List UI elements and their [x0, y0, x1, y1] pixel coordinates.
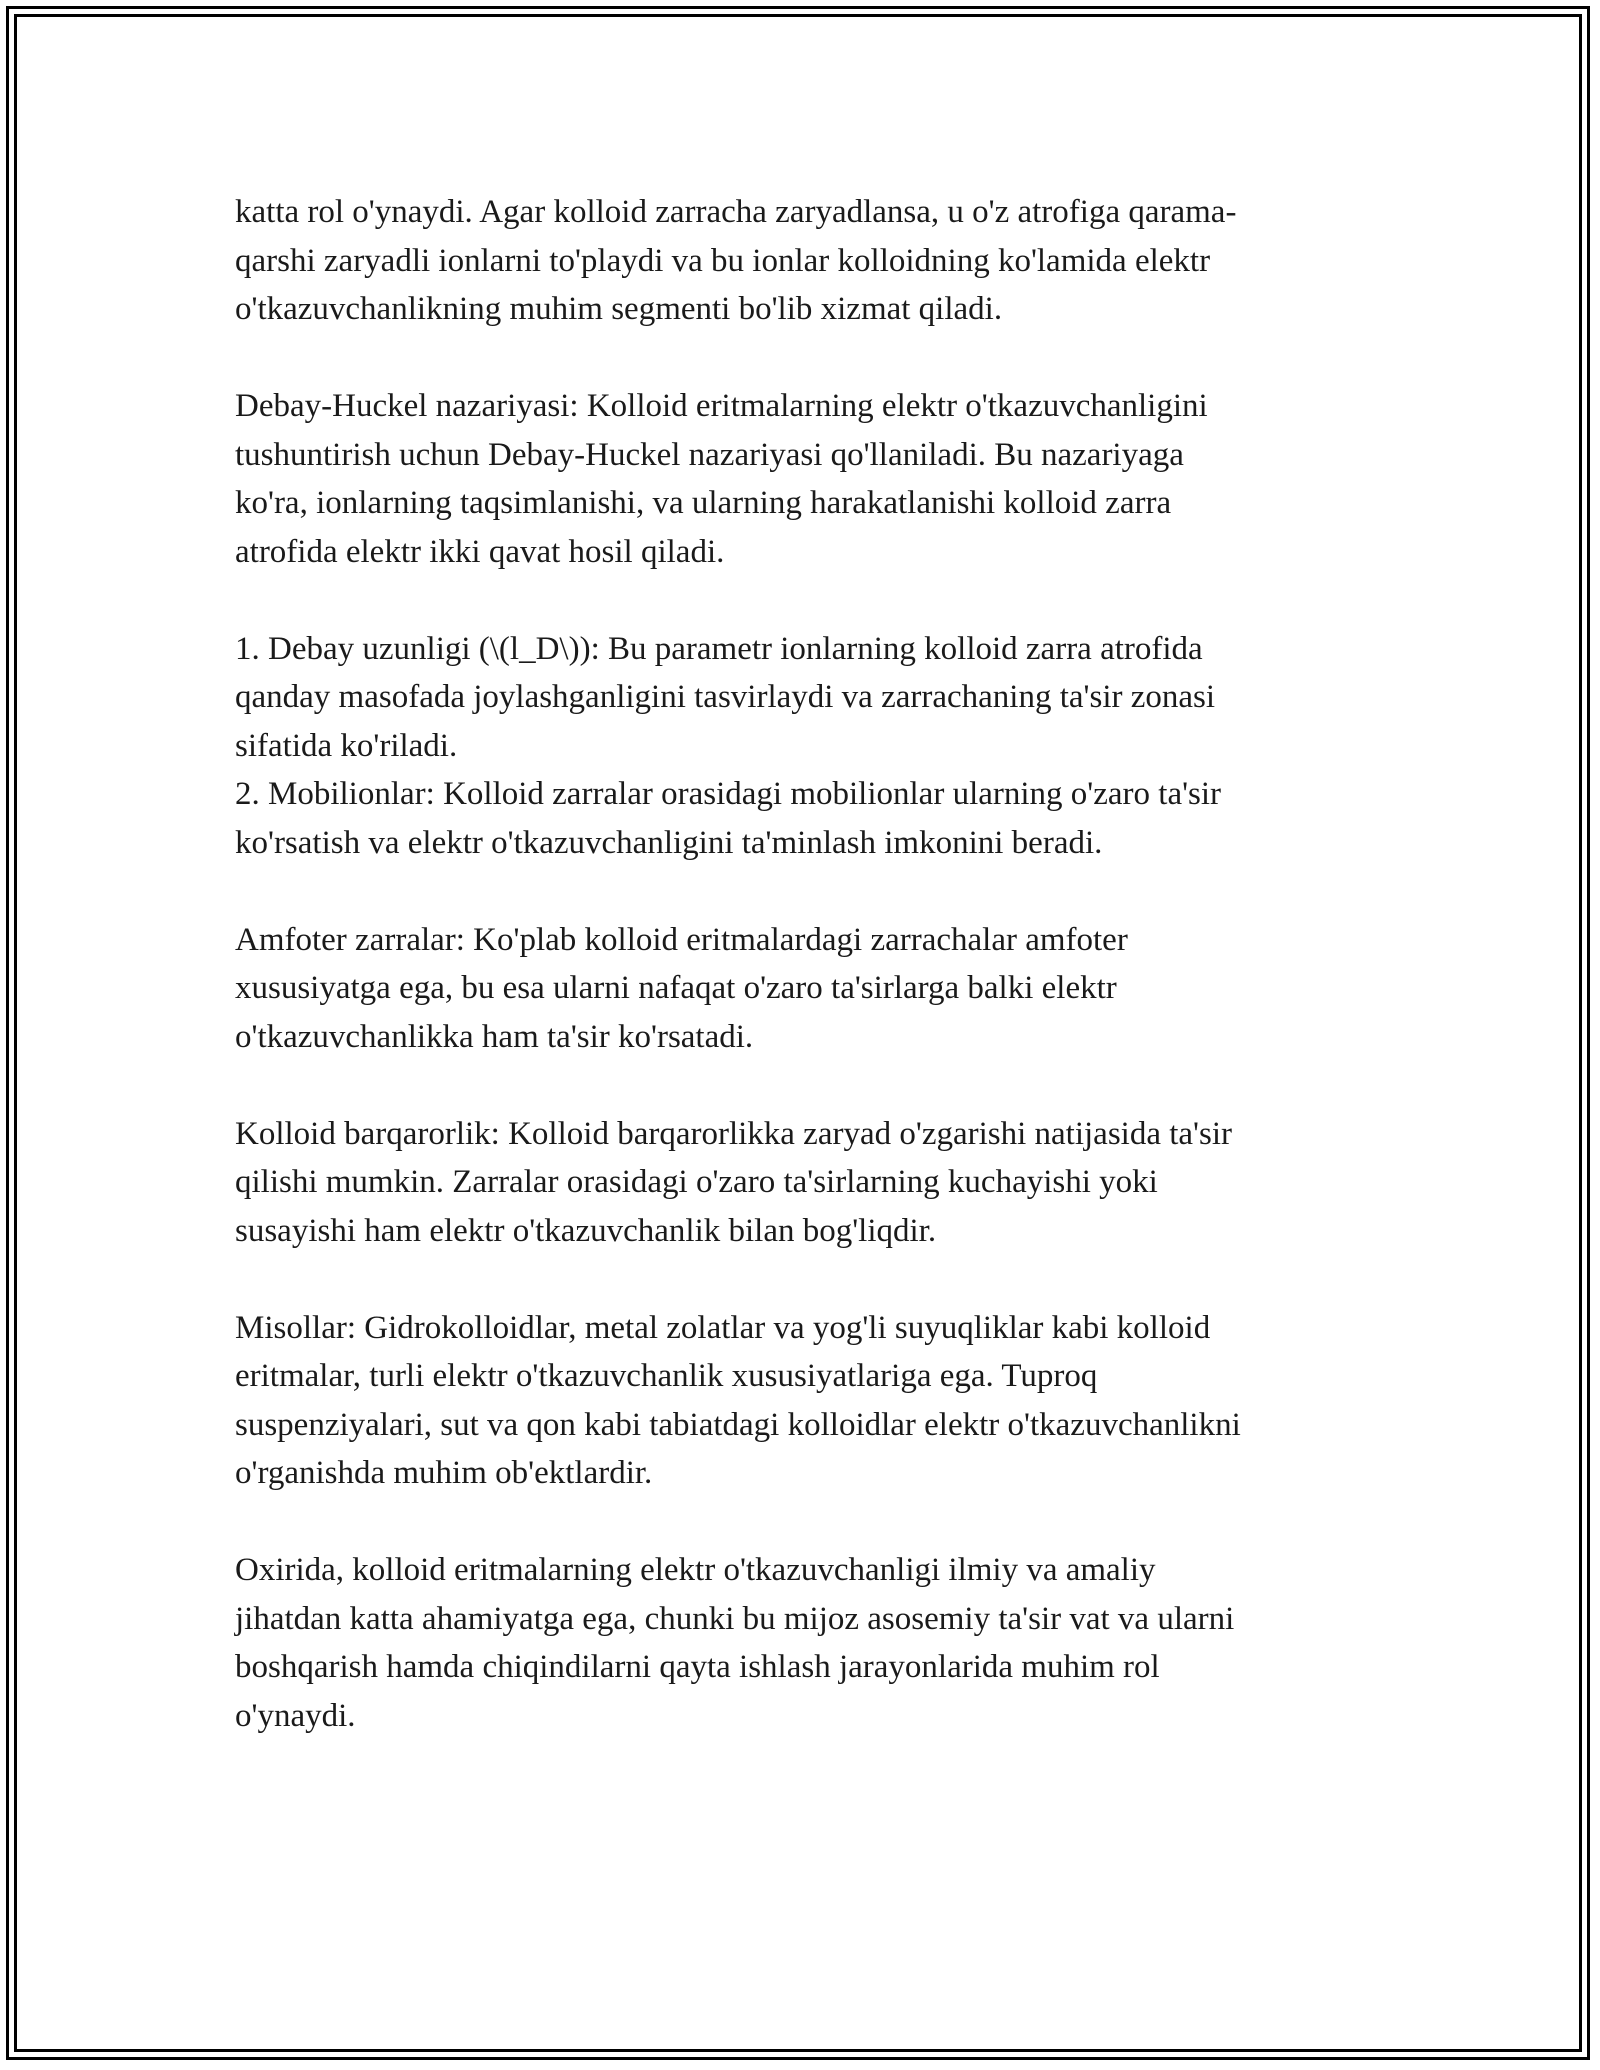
list-item-debye-length: 1. Debay uzunligi (\(l_D\)): Bu parametr ionlarning kolloid zarra atrofida qanday masofada joylashganligini tasvirlaydi va zarrachaning ta'sir zonasi sifatida ko'riladi.: [235, 630, 1216, 764]
paragraph-conclusion: Oxirida, kolloid eritmalarning elektr o'tkazuvchanligi ilmiy va amaliy jihatdan katta ahamiyatga ega, chunki bu mijoz asosemiy ta'sir vat va ularni boshqarish hamda chiqindilarni qayta ishlash jarayonlarida muhim rol o'ynaydi.: [235, 1552, 1235, 1734]
paragraph-intro-continuation: katta rol o'ynaydi. Agar kolloid zarracha zaryadlansa, u o'z atrofiga qarama- qarshi zaryadli ionlarni to'playdi va bu ionlar kolloidning ko'lamida elektr o'tkazuvchanlikning muhim segmenti bo'lib xizmat qiladi.: [235, 194, 1237, 327]
document-body: [235, 188, 1365, 1789]
paragraph-debye-huckel-theory: Debay-Huckel nazariyasi: Kolloid eritmalarning elektr o'tkazuvchanligini tushuntirish uchun Debay-Huckel nazariyasi qo'llaniladi. Bu nazariyaga ko'ra, ionlarning taqsimlanishi, va ularning harakatlanishi kolloid zarra atrofida elektr ikki qavat hosil qiladi.: [235, 388, 1208, 570]
paragraph-amphoteric-particles: Amfoter zarralar: Ko'plab kolloid eritmalardagi zarrachalar amfoter xususiyatga ega, bu esa ularni nafaqat o'zaro ta'sirlarga balki elektr o'tkazuvchanlikka ham ta'sir ko'rsatadi.: [235, 921, 1128, 1055]
paragraph-colloid-stability: Kolloid barqarorlik: Kolloid barqarorlikka zaryad o'zgarishi natijasida ta'sir qilishi mumkin. Zarralar orasidagi o'zaro ta'sirlarning kuchayishi yoki susayishi ham elektr o'tkazuvchanlik bilan bog'liqdir.: [235, 1115, 1232, 1249]
list-item-mobile-ions: 2. Mobilionlar: Kolloid zarralar orasidagi mobilionlar ularning o'zaro ta'sir ko'rsatish va elektr o'tkazuvchanligini ta'minlash imkonini beradi.: [235, 776, 1222, 861]
paragraph-examples: Misollar: Gidrokolloidlar, metal zolatlar va yog'li suyuqliklar kabi kolloid eritmalar, turli elektr o'tkazuvchanlik xususiyatlariga ega. Tuproq suspenziyalari, sut va qon kabi tabiatdagi kolloidlar elektr o'tkazuvchanlikni o'rganishda muhim ob'ektlardir.: [235, 1309, 1241, 1491]
